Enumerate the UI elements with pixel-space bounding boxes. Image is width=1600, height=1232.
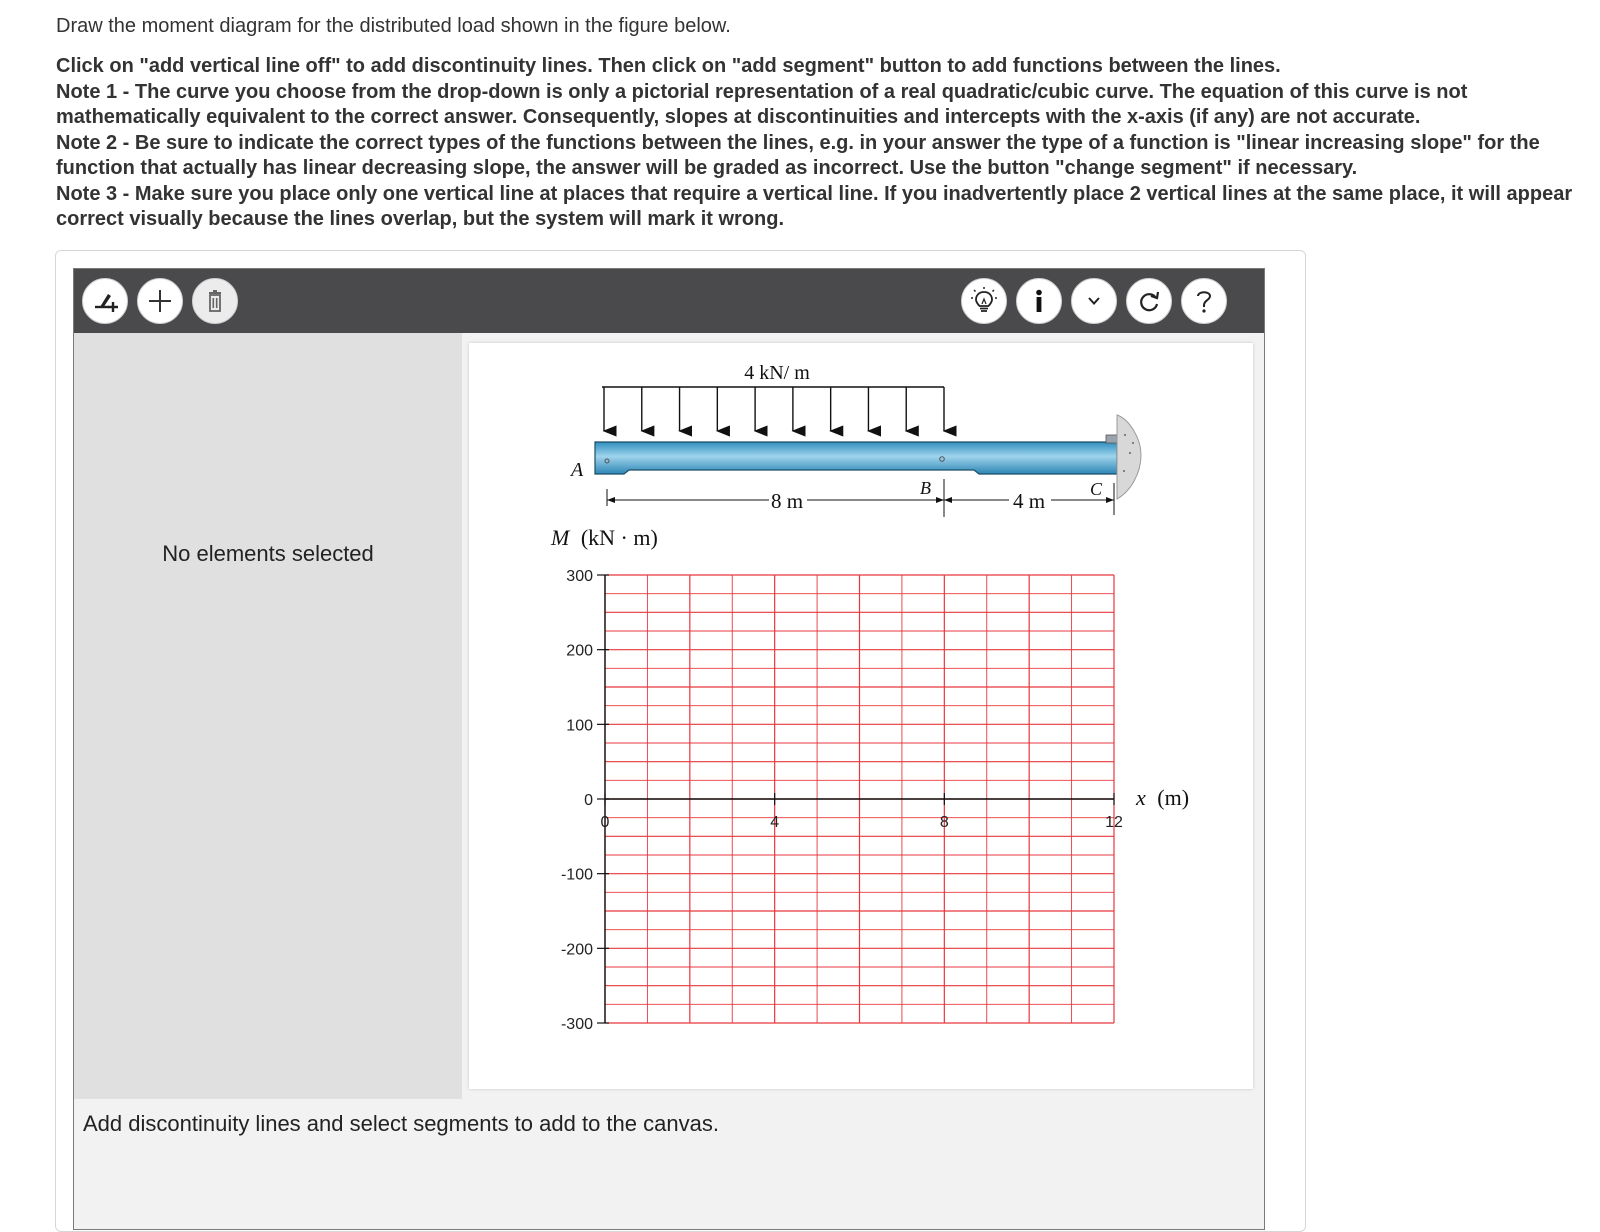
add-vertical-line-button[interactable]: [82, 278, 128, 324]
help-button[interactable]: [1181, 278, 1227, 324]
y-tick-label: 100: [566, 717, 593, 735]
point-c-label: C: [1090, 479, 1103, 499]
x-tick-label: 4: [770, 814, 780, 831]
x-axis-label-symbol: x: [1136, 785, 1146, 810]
beam: [595, 442, 1117, 474]
delete-button[interactable]: [192, 278, 238, 324]
x-tick-label: 12: [1105, 814, 1123, 831]
hint-button[interactable]: [961, 278, 1007, 324]
note-1: Note 1 - The curve you choose from the drop-down is only a pictorial representation of a real quadratic/cubic curve. The equation of this curve is not mathematically equivalent to the correct answer. Consequently, slopes at discontinuities and intercepts with the x-axis (if any) are not accurate.: [56, 80, 1468, 128]
note-3: Note 3 - Make sure you place only one vertical line at places that require a vertical line. If you inadvertently place 2 vertical lines at the same place, it will appear correct visually because the lines overlap, but the system will mark it wrong.: [56, 182, 1573, 230]
y-axis-label: [550, 525, 658, 550]
y-tick-label: -200: [560, 941, 593, 959]
dimension-bc-label: 4 m: [1012, 489, 1046, 513]
add-vertical-line-icon: [89, 285, 121, 317]
undo-icon: [1134, 286, 1164, 316]
x-tick-label: 0: [600, 814, 610, 831]
question-notes: [56, 54, 1576, 233]
more-options-button[interactable]: [1071, 278, 1117, 324]
beam-figure: [569, 362, 1141, 517]
x-axis-label-units: (m): [1157, 785, 1190, 810]
x-axis-label: [1135, 785, 1189, 810]
note-2: Note 2 - Be sure to indicate the correct types of the functions between the lines, e.g. in your answer the type of a function is "linear increasing slope" for the function that actually has linear decreasing slope, the answer will be graded as incorrect. Use the button "change segment" if necessary.: [56, 131, 1540, 179]
y-tick-label: 200: [566, 642, 593, 660]
y-tick-label: -100: [560, 866, 593, 884]
status-message: Add discontinuity lines and select segments to add to the canvas.: [83, 1111, 719, 1136]
info-icon: [1024, 286, 1054, 316]
dimension-ab-label: 8 m: [770, 489, 804, 513]
drawing-widget: [73, 268, 1265, 1230]
properties-panel: [74, 333, 462, 1099]
y-tick-label: -300: [560, 1016, 593, 1033]
trash-icon: [200, 286, 230, 316]
y-tick-labels: [561, 568, 609, 1033]
add-segment-button[interactable]: [137, 278, 183, 324]
instruction-text: Click on "add vertical line off" to add discontinuity lines. Then click on "add segment" button to add functions between the lines.: [56, 55, 1281, 77]
fixed-support-wall: [1117, 415, 1141, 499]
distributed-load-arrows: [604, 387, 944, 431]
question-intro: Draw the moment diagram for the distributed load shown in the figure below.: [56, 15, 731, 37]
help-icon: [1188, 285, 1220, 317]
toolbar: [74, 269, 1264, 333]
lightbulb-icon: [968, 285, 1000, 317]
point-b-label: B: [920, 478, 931, 498]
selection-message: No elements selected: [162, 541, 374, 566]
chevron-down-icon: [1081, 288, 1107, 314]
reset-button[interactable]: [1126, 278, 1172, 324]
point-a-label: A: [571, 459, 584, 481]
add-segment-icon: [145, 286, 175, 316]
x-tick-label: 8: [939, 814, 949, 831]
y-tick-label: 0: [584, 792, 593, 809]
beam-figure-and-graph: [469, 343, 1253, 1089]
drawing-canvas[interactable]: [469, 343, 1253, 1089]
wall-plate: [1106, 435, 1118, 443]
y-axis-label-units: (kN · m): [580, 525, 658, 550]
y-tick-label: 300: [566, 568, 593, 585]
moment-graph: [550, 525, 1189, 1033]
load-label: 4 kN/ m: [744, 362, 810, 384]
info-button[interactable]: [1016, 278, 1062, 324]
y-axis-label-symbol: M: [551, 525, 570, 550]
